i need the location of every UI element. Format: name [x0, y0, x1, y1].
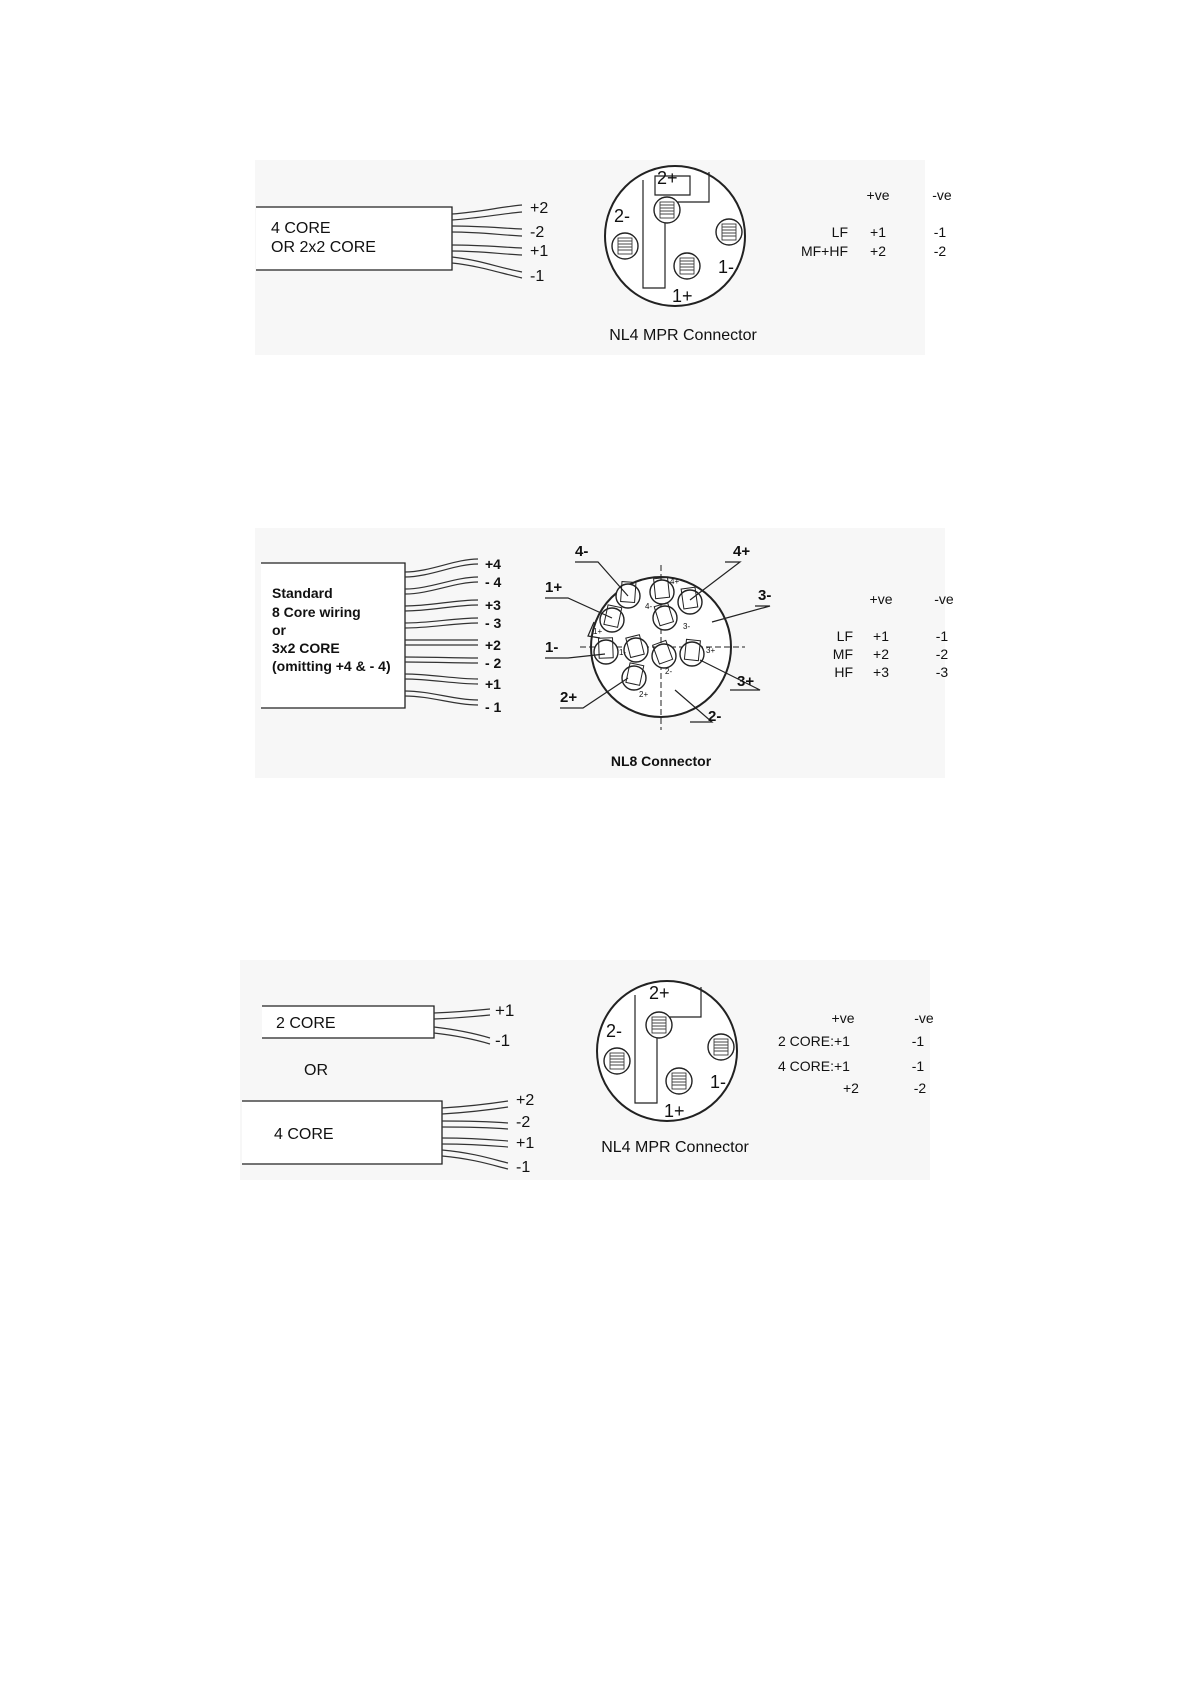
pin-label-1plus: 1+ [672, 286, 693, 306]
row-label: 2 CORE: [777, 1033, 834, 1049]
nl4-connector [605, 166, 757, 344]
callout-1plus: 1+ [545, 579, 563, 596]
callout-3plus: 3+ [737, 673, 755, 690]
row-label: MF [832, 646, 853, 662]
pin-2plus [654, 197, 680, 223]
row-label: HF [834, 664, 853, 680]
pos-header: +ve [869, 591, 893, 607]
row-pos: +1 [834, 1058, 850, 1074]
pin-label-2plus: 2+ [657, 168, 678, 188]
row-pos: +1 [870, 224, 886, 240]
row-pos: +2 [843, 1080, 859, 1096]
row-pos: +1 [834, 1033, 850, 1049]
pin [594, 640, 618, 664]
diagram2 [261, 543, 954, 769]
nl4-connector [597, 981, 749, 1156]
pin-mark: 3+ [706, 646, 716, 655]
pin-2minus [604, 1048, 630, 1074]
polarity-table [833, 591, 954, 680]
row-label: MF+HF [800, 243, 848, 259]
neg-header: -ve [934, 591, 954, 607]
connector-caption: NL8 Connector [610, 753, 712, 769]
wire-label: -2 [516, 1114, 531, 1131]
cable-label-line1: 4 CORE [271, 220, 331, 237]
connector-caption: NL4 MPR Connector [601, 1139, 749, 1156]
wire [405, 679, 478, 684]
pin-label-2minus: 2- [606, 1021, 623, 1041]
callout-4minus: 4- [575, 543, 589, 560]
callout-4plus: 4+ [733, 543, 751, 560]
wire-label: +2 [530, 200, 549, 217]
wire [405, 662, 478, 663]
callout-3minus: 3- [758, 587, 772, 604]
cable-label-line2: OR 2x2 CORE [271, 239, 376, 256]
wire-label: -2 [530, 224, 545, 241]
wire-label: +2 [485, 637, 501, 653]
pin-label-1minus: 1- [718, 257, 735, 277]
pin [653, 606, 677, 630]
pin-label-2plus: 2+ [649, 983, 670, 1003]
cable-text: 8 Core wiring [272, 604, 361, 620]
row-label: 4 CORE: [777, 1058, 834, 1074]
wire-label: +1 [530, 243, 549, 260]
two-core-cable [262, 1001, 514, 1050]
wire-label: - 3 [485, 615, 502, 631]
pin-2plus [646, 1012, 672, 1038]
pin-label-2minus: 2- [614, 206, 631, 226]
wire [405, 657, 478, 658]
pin-1minus [716, 219, 742, 245]
row-neg: -2 [935, 646, 949, 662]
wire-label: -1 [516, 1159, 531, 1176]
neg-header: -ve [914, 1010, 934, 1026]
connector-caption: NL4 MPR Connector [609, 327, 757, 344]
pin-label-1minus: 1- [710, 1072, 727, 1092]
pin-mark: 1+ [593, 627, 603, 636]
row-pos: +2 [873, 646, 889, 662]
pin [624, 638, 648, 662]
polarity-table [801, 187, 952, 259]
row-label: LF [831, 224, 848, 240]
callout-2minus: 2- [708, 708, 722, 725]
row-pos: +2 [870, 243, 886, 259]
wire [405, 691, 478, 700]
eight-core-cable [261, 556, 502, 715]
pin-mark: 3- [683, 622, 691, 631]
pos-header: +ve [866, 187, 890, 203]
row-label: LF [836, 628, 853, 644]
row-neg: -1 [935, 628, 949, 644]
nl8-connector [545, 543, 771, 769]
pin-2minus [612, 233, 638, 259]
pin-label-1plus: 1+ [664, 1101, 685, 1121]
cable-text: 3x2 CORE [272, 640, 340, 656]
row-neg: -1 [911, 1058, 925, 1074]
pin-1minus [708, 1034, 734, 1060]
cable-text: (omitting +4 & - 4) [272, 658, 391, 674]
cable-text: Standard [272, 585, 333, 601]
wire-label: - 2 [485, 655, 502, 671]
callout-2plus: 2+ [560, 689, 578, 706]
pos-header: +ve [831, 1010, 855, 1026]
diagram3 [242, 981, 934, 1176]
cable-label: 2 CORE [276, 1015, 336, 1032]
wire [405, 674, 478, 679]
wire [405, 618, 478, 623]
wire [405, 623, 478, 628]
row-neg: -2 [933, 243, 947, 259]
pin-1plus [674, 253, 700, 279]
cable-text: or [272, 622, 286, 638]
wire-label: +3 [485, 597, 501, 613]
neg-header: -ve [932, 187, 952, 203]
pin [622, 666, 646, 690]
wire-label: - 4 [485, 574, 502, 590]
row-neg: -1 [933, 224, 947, 240]
pin-mark: 2+ [639, 690, 649, 699]
wire [405, 696, 478, 705]
four-core-cable [242, 1092, 534, 1176]
four-core-cable [256, 200, 548, 285]
pin-mark: 2- [665, 667, 673, 676]
row-neg: -3 [935, 664, 949, 680]
diagram1 [256, 166, 952, 344]
callout-1minus: 1- [545, 639, 559, 656]
pin [652, 644, 676, 668]
or-label: OR [304, 1062, 328, 1079]
wire-label: -1 [495, 1031, 511, 1050]
wire-label: -1 [530, 268, 545, 285]
wire-label: +4 [485, 556, 501, 572]
wire-label: +1 [485, 676, 501, 692]
row-neg: -2 [913, 1080, 927, 1096]
row-pos: +3 [873, 664, 889, 680]
wire-label: +1 [516, 1135, 535, 1152]
wire-label: +1 [495, 1001, 515, 1020]
row-neg: -1 [911, 1033, 925, 1049]
row-pos: +1 [873, 628, 889, 644]
wire-label: +2 [516, 1092, 535, 1109]
pin-1plus [666, 1068, 692, 1094]
pin-mark: 1- [619, 648, 627, 657]
polarity-table [778, 1010, 934, 1096]
cable-label: 4 CORE [274, 1126, 334, 1143]
pin-mark: 4- [645, 602, 653, 611]
pin [600, 608, 624, 632]
pin-mark: 4+ [670, 577, 680, 586]
wire-label: - 1 [485, 699, 502, 715]
